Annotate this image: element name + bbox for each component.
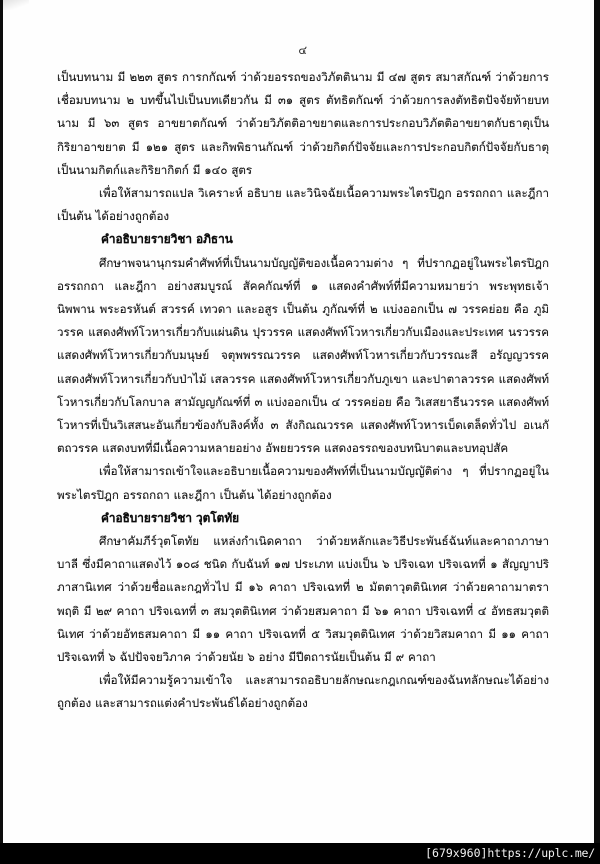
viewer-footer-bar (0, 843, 600, 864)
paragraph-vuttodaya-objective: เพื่อให้มีความรู้ความเข้าใจ และสามารถอธิบายลักษณะกฎเกณฑ์ของฉันทลักษณะได้อย่างถูกต้อง และสามารถแต่งคำประพันธ์ได้อย่างถูกต้อง (57, 673, 549, 711)
heading-course-vuttodaya: คำอธิบายรายวิชา วุตโตทัย (101, 510, 240, 525)
document-text-flow (57, 66, 549, 716)
watermark-url: https://uplc.me/ (487, 846, 595, 860)
paragraph-objective-intro: เพื่อให้สามารถแปล วิเคราะห์ อธิบาย และวินิจฉัยเนื้อความพระไตรปิฎก อรรถกถา และฎีกา เป็นต้น ได้อย่างถูกต้อง (57, 186, 549, 224)
page-number: ๔ (298, 43, 308, 57)
image-dimensions-label: [679x960] (425, 846, 488, 860)
heading-course-abhidhan: คำอธิบายรายวิชา อภิธาน (101, 232, 233, 247)
paragraph-abhidhan-description: ศึกษาพจนานุกรมคำศัพท์ที่เป็นนามบัญญัติของเนื้อความต่าง ๆ ที่ปรากฏอยู่ในพระไตรปิฎก อรรถกถา และฎีกา อย่างสมบูรณ์ สัคคกัณฑ์ที่ ๑ แสดงคำศัพท์ที่มีความหมายว่า พระพุทธเจ้า นิพพาน พระอรหันต์ สวรรค์ เทวดา และอสูร เป็นต้น ภูกัณฑ์ที่ ๒ แบ่งออกเป็น ๗ วรรคย่อย คือ ภูมิวรรค แสดงศัพท์โวหารเกี่ยวกับแผ่นดิน ปุรวรรค แสดงศัพท์โวหารเกี่ยวกับเมืองและประเทศ นรวรรค แสดงศัพท์โวหารเกี่ยวกับมนุษย์ จตุพพรรณวรรค แสดงศัพท์โวหารเกี่ยวกับวรรณะสี อรัญญวรรค แสดงศัพท์โวหารเกี่ยวกับป่าไม้ เสลวรรค แสดงศัพท์โวหารเกี่ยวกับภูเขา และปาตาลวรรค แสดงศัพท์โวหารเกี่ยวกับโลกบาล สามัญญกัณฑ์ที่ ๓ แบ่งออกเป็น ๔ วรรคย่อย คือ วิเสสยาธีนวรรค แสดงศัพท์โวหารที่เป็นวิเสสนะอันเกี่ยวข้องกับลิงค์ทั้ง ๓ สังกิณณวรรค แสดงศัพท์โวหารเบ็ดเตล็ดทั่วไป อเนกัตถวรรค แสดงบทที่มีเนื้อความหลายอย่าง อัพยยวรรค แสดงอรรถของบทนิบาตและบทอุปสัค (57, 255, 549, 456)
footer-watermark (425, 845, 595, 861)
scanned-page-sheet (3, 0, 594, 843)
paragraph-vuttodaya-description: ศึกษาคัมภีร์วุตโตทัย แหล่งกำเนิดคาถา ว่าด้วยหลักและวิธีประพันธ์ฉันท์และคาถาภาษาบาลี ซึ่งมีคาถาแสดงไว้ ๑๐๘ ชนิด กับฉันท์ ๑๗ ประเภท แบ่งเป็น ๖ ปริจเฉท ปริจเฉทที่ ๑ สัญญาปริภาสานิเทศ ว่าด้วยชื่อและกฎทั่วไป มี ๑๖ คาถา ปริจเฉทที่ ๒ มัตตาวุตตินิเทศ ว่าด้วยคาถามาตราพฤติ มี ๒๙ คาถา ปริจเฉทที่ ๓ สมวุตตินิเทศ ว่าด้วยสมคาถา มี ๖๑ คาถา ปริจเฉทที่ ๔ อัทธสมวุตตินิเทศ ว่าด้วยอัทธสมคาถา มี ๑๑ คาถา ปริจเฉทที่ ๕ วิสมวุตตินิเทศ ว่าด้วยวิสมคาถา มี ๑๑ คาถา ปริจเฉทที่ ๖ ฉัปปัจจยวิภาค ว่าด้วยนัย ๖ อย่าง มีปีตถารนัยเป็นต้น มี ๙ คาถา (57, 534, 549, 665)
scan-artifact (3, 0, 29, 10)
page-content-column (57, 0, 549, 843)
paragraph-continued: เป็นบทนาม มี ๒๒๓ สูตร การกกัณฑ์ ว่าด้วยอรรถของวิภัตตินาม มี ๔๗ สูตร สมาสกัณฑ์ ว่าด้วยการเชื่อมบทนาม ๒ บทขึ้นไปเป็นบทเดียวกัน มี ๓๑ สูตร ตัทธิตกัณฑ์ ว่าด้วยการลงตัทธิตปัจจัยท้ายบทนาม มี ๖๓ สูตร อาขยาตกัณฑ์ ว่าด้วยวิภัตติอาขยาตและการประกอบวิภัตติอาขยาตกับธาตุเป็นกิริยาอาขยาต มี ๑๒๑ สูตร และกิพพิธานกัณฑ์ ว่าด้วยกิตก์ปัจจัยและการประกอบกิตก์ปัจจัยกับธาตุเป็นนามกิตก์และกิริยากิตก์ มี ๑๔๐ สูตร (57, 70, 549, 177)
paragraph-abhidhan-objective: เพื่อให้สามารถเข้าใจและอธิบายเนื้อความของศัพท์ที่เป็นนามบัญญัติต่าง ๆ ที่ปรากฏอยู่ในพระไตรปิฎก อรรถกถา และฎีกา เป็นต้น ได้อย่างถูกต้อง (57, 464, 549, 502)
